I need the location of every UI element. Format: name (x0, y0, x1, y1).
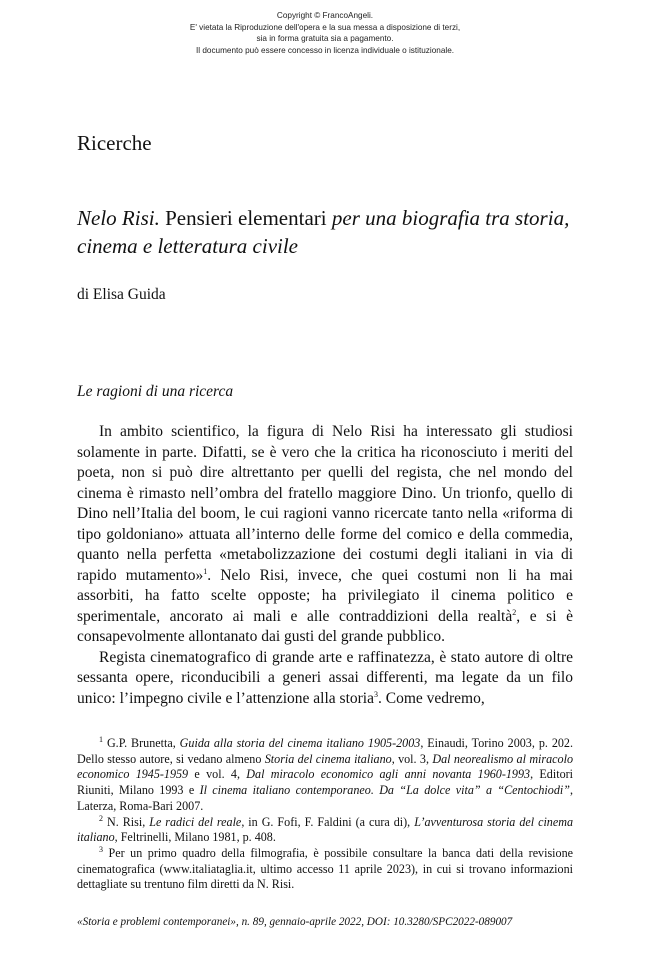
text-run: L’avventurosa storia del cinema italiano (77, 814, 574, 845)
copyright-line: Il documento può essere concesso in licenza individuale o istituzionale. (195, 45, 455, 55)
text-run: , Editori Riuniti, Milano 1993 e (77, 767, 574, 798)
text-run: Regista cinematografico di grande arte e raffinatezza, è stato autore di oltre sessanta opere, riconducibili a generi assai differenti, ma legate da un filo unico: l’impegno civile e l’attenzione alla storia (77, 648, 573, 707)
article-title (77, 204, 577, 260)
text-run: , vol. 3, (391, 751, 433, 766)
footnotes (77, 736, 573, 893)
journal-footer: «Storia e problemi contemporanei», n. 89, gennaio-aprile 2022, DOI: 10.3280/SPC2022-089007 (77, 916, 513, 928)
text-run: Guida alla storia del cinema italiano 1905-2003 (179, 736, 421, 750)
footnote-ref: 1 (203, 566, 208, 576)
title-part: Nelo Risi. (77, 206, 160, 230)
section-heading: Ricerche (77, 131, 152, 155)
text-run: , Feltrinelli, Milano 1981, p. 408. (114, 830, 276, 845)
paragraph (77, 648, 573, 710)
author-line: di Elisa Guida (77, 286, 166, 303)
body-text (77, 422, 573, 709)
text-run: Per un primo quadro della filmografia, è possibile consultare la banca dati della revisione cinematografica (www.italiataglia.it, ultimo accesso 11 aprile 2023), in cui si trovano informazioni dettagliate su trentuno film diretti da N. Risi. (77, 845, 573, 892)
text-run: G.P. Brunetta, (106, 736, 180, 750)
copyright-line: E' vietata la Riproduzione dell'opera e la sua messa a disposizione di terzi, (189, 22, 461, 32)
title-part: per una biografia tra storia, cinema e letteratura civile (77, 206, 570, 258)
text-run: . Come vedremo, (377, 689, 485, 707)
text-run: , Laterza, Roma-Bari 2007. (77, 783, 573, 813)
footnote-number: 1 (99, 734, 103, 744)
text-run: In ambito scientifico, la figura di Nelo Risi ha interessato gli studiosi solamente in parte. Difatti, se è vero che la critica ha riconosciuto i meriti del poeta, non si può dire altrettanto per quelli del regista, che nel mondo del cinema è rimasto nell’ombra del fratello maggiore Dino. Un trionfo, quello di Dino nell’Italia del boom, le cui ragioni vanno ricercate tanto nella «riforma di tipo goldoniano» attuata all’interno delle forme del comico e della commedia, quanto nella perfetta «metabolizzazione dei costumi degli italiani in via di rapido mutamento» (77, 423, 573, 584)
footnote-ref: 3 (373, 689, 378, 699)
copyright-line: Copyright © FrancoAngeli. (276, 11, 374, 20)
title-part: Pensieri elementari (159, 206, 332, 230)
text-run: Dal miracolo economico agli anni novanta 1960-1993 (246, 767, 531, 782)
footnote-number: 2 (99, 813, 103, 823)
text-run: Dal neorealismo al miracolo economico 1945-1959 (77, 751, 573, 782)
footnote-ref: 2 (512, 607, 517, 617)
text-run: Le radici del reale (149, 814, 242, 829)
text-run: N. Risi, (106, 814, 150, 829)
section-subheading: Le ragioni di una ricerca (77, 383, 234, 400)
copyright-notice (0, 10, 650, 56)
footnote-number: 3 (99, 844, 103, 854)
paragraph (77, 422, 573, 648)
text-run: . Nelo Risi, invece, che quei costumi non li ha mai assorbiti, ha fatto scelte opposte; ha privilegiato il cinema politico e sperimentale, ancorato ai mali e alle contraddizioni della realtà (77, 566, 573, 625)
footnote (77, 736, 573, 815)
text-run: Il cinema italiano contemporaneo. Da “La dolce vita” a “Centochiodi” (199, 783, 570, 798)
text-run: , Einaudi, Torino 2003, p. 202. Dello stesso autore, si vedano almeno (77, 736, 573, 766)
footnote (77, 846, 573, 893)
copyright-line: sia in forma gratuita sia a pagamento. (256, 34, 394, 43)
text-run: Storia del cinema italiano (264, 751, 392, 766)
footnote (77, 815, 573, 846)
text-run: e vol. 4, (188, 767, 247, 782)
text-run: , in G. Fofi, F. Faldini (a cura di), (241, 814, 415, 829)
text-run: , e si è consapevolmente allontanato dai gusti del grande pubblico. (77, 607, 573, 645)
